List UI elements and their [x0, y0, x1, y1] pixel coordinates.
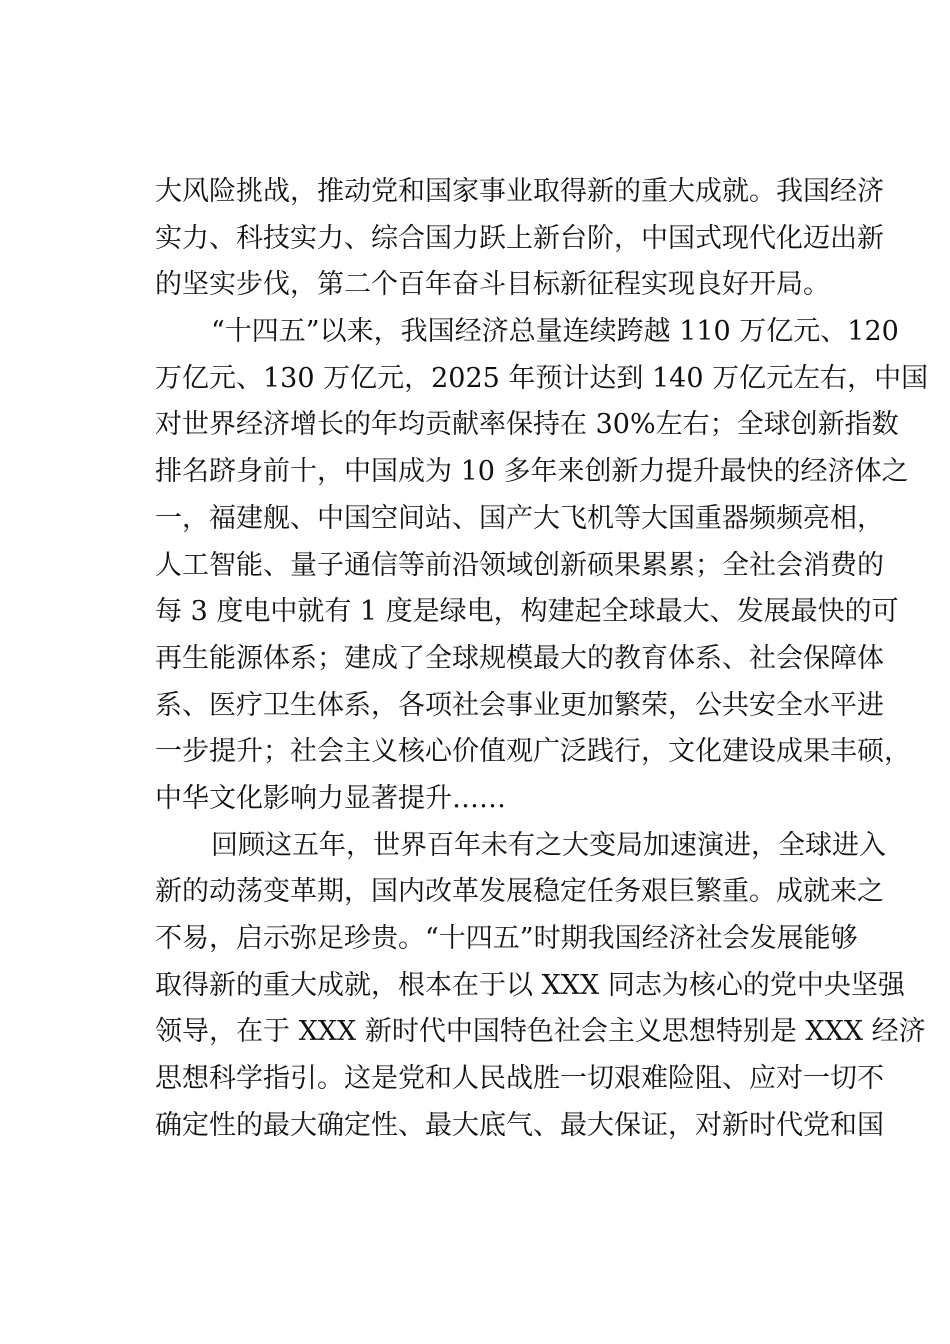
text-line: 万亿元、130 万亿元，2025 年预计达到 140 万亿元左右，中国	[155, 362, 929, 394]
text-line: 新的动荡变革期，国内改革发展稳定任务艰巨繁重。成就来之	[155, 876, 884, 908]
paragraph	[155, 169, 884, 309]
text-line: 大风险挑战，推动党和国家事业取得新的重大成就。我国经济	[155, 176, 884, 207]
text-line: 确定性的最大确定性、最大底气、最大保证，对新时代党和国	[155, 1109, 884, 1141]
text-line: 一步提升；社会主义核心价值观广泛践行，文化建设成果丰硕，	[155, 736, 911, 768]
text-line: 人工智能、量子通信等前沿领域创新硕果累累；全社会消费的	[155, 549, 884, 581]
text-line: 对世界经济增长的年均贡献率保持在 30%左右；全球创新指数	[155, 409, 899, 441]
text-line: 再生能源体系；建成了全球规模最大的教育体系、社会保障体	[155, 642, 884, 674]
text-line: 实力、科技实力、综合国力跃上新台阶，中国式现代化迈出新	[155, 222, 884, 254]
text-line: 取得新的重大成就，根本在于以 XXX 同志为核心的党中央坚强	[155, 969, 905, 1001]
document-page	[155, 169, 929, 1149]
text-line: 中华文化影响力显著提升……	[155, 782, 506, 814]
paragraph	[155, 823, 926, 1150]
text-line: 一，福建舰、中国空间站、国产大飞机等大国重器频频亮相，	[155, 502, 884, 534]
text-line: 每 3 度电中就有 1 度是绿电，构建起全球最大、发展最快的可	[155, 596, 899, 628]
text-line: 回顾这五年，世界百年未有之大变局加速演进，全球进入	[211, 829, 886, 861]
text-line: 不易，启示弥足珍贵。“十四五”时期我国经济社会发展能够	[155, 923, 858, 954]
text-line: 系、医疗卫生体系，各项社会事业更加繁荣，公共安全水平进	[155, 689, 884, 721]
text-line: 思想科学指引。这是党和人民战胜一切艰难险阻、应对一切不	[155, 1063, 884, 1095]
text-line: “十四五”以来，我国经济总量连续跨越 110 万亿元、120	[211, 316, 899, 348]
text-line: 领导，在于 XXX 新时代中国特色社会主义思想特别是 XXX 经济	[155, 1016, 926, 1048]
paragraph	[155, 309, 929, 823]
text-line: 排名跻身前十，中国成为 10 多年来创新力提升最快的经济体之	[155, 456, 909, 488]
text-line: 的坚实步伐，第二个百年奋斗目标新征程实现良好开局。	[155, 269, 830, 301]
